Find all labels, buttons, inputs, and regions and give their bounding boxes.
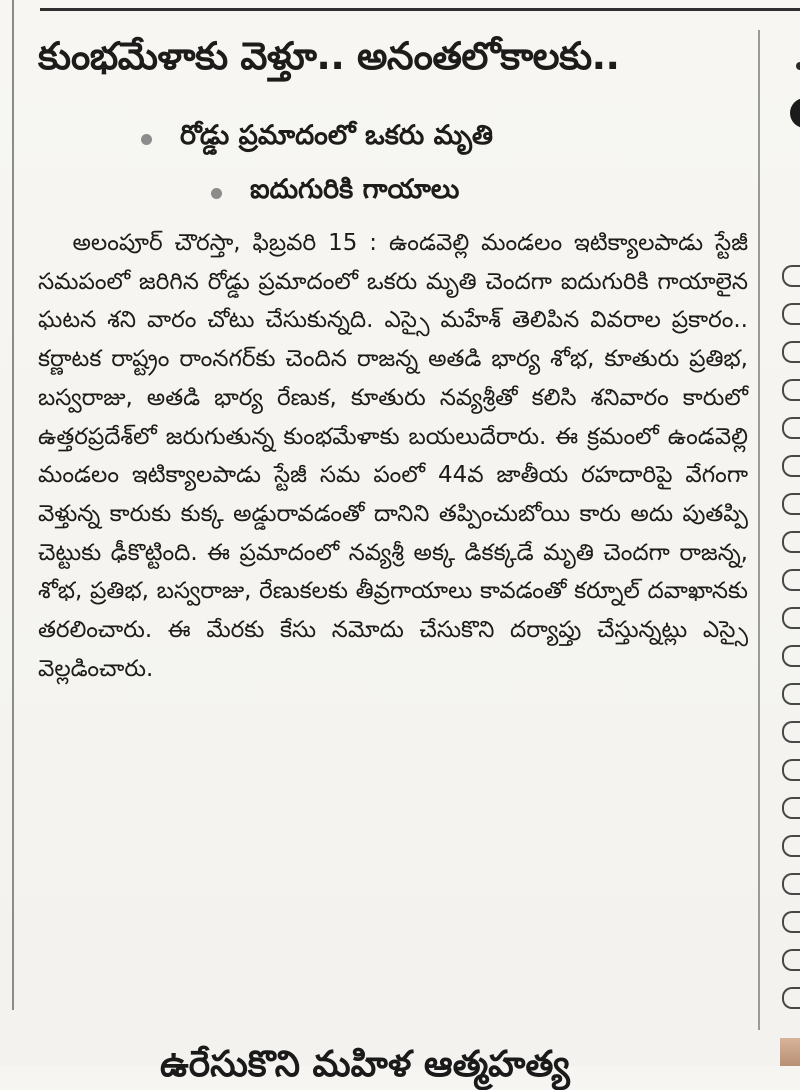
bullet-icon [141,134,152,145]
text-fragment [782,341,800,363]
text-fragment [782,417,800,439]
text-fragment [782,759,800,781]
article-subheads [38,112,748,220]
glyph-fragment [796,62,800,70]
text-fragment [782,303,800,325]
text-fragment [782,911,800,933]
subhead-item [38,112,748,166]
adjacent-column-fragment [776,60,800,1066]
text-fragment [782,683,800,705]
article-headline: కుంభమేళాకు వెళ్తూ.. అనంతలోకాలకు.. [38,34,620,78]
text-fragment [782,455,800,477]
article-dateline: అలంపూర్ చౌరస్తా, ఫిబ్రవరి 15 : [72,230,378,256]
next-article-headline: ఉరేసుకొని మహిళ ఆత్మహత్య [160,1044,570,1085]
text-fragment [782,987,800,1009]
text-fragment [782,569,800,591]
glyph-fragment [790,98,800,128]
text-fragment [782,797,800,819]
subhead-text: ఐదుగురికి గాయాలు [250,174,460,205]
photo-fragment [780,1038,800,1066]
news-article [38,24,748,688]
text-fragment [782,835,800,857]
article-body-text: ఉండవెల్లి మండలం ఇటిక్యాలపాడు స్టేజీ సమపంలో జరిగిన రోడ్డు ప్రమాదంలో ఒకరు మృతి చెందగా ఐదుగురికి గాయాలైన ఘటన శని వారం చోటు చేసుకున్నది. ఎస్సై మహేశ్ తెలిపిన వివరాల ప్రకారం.. కర్ణాటక రాష్ట్రం రాంనగర్‌కు చెందిన రాజన్న అతడి భార్య శోభ, కూతురు ప్రతిభ, బస్వరాజు, అతడి భార్య రేణుక, కూతురు నవ్యశ్రీతో కలిసి శనివారం కారులో ఉత్తరప్రదేశ్‌లో జరుగుతున్న కుంభమేళాకు బయలుదేరారు. ఈ క్రమంలో ఉండవెల్లి మండలం ఇటిక్యాలపాడు స్టేజీ సమ పంలో 44వ జాతీయ రహదారిపై వేగంగా వెళ్తున్న కారుకు కుక్క అడ్డురావడంతో దానిని తప్పించుబోయి కారు అదు పుతప్పి చెట్టుకు ఢీకొట్టింది. ఈ ప్రమాదంలో నవ్యశ్రీ అక్క డికక్కడే మృతి చెందగా రాజన్న, శోభ, ప్రతిభ, బస్వరాజు, రేణుకలకు తీవ్రగాయాలు కావడంతో కర్నూల్ దవాఖానకు తరలించారు. ఈ మేరకు కేసు నమోదు చేసుకొని దర్యాప్తు చేస్తున్నట్లు ఎస్సై వెల్లడించారు. [38,230,749,682]
text-fragment [782,531,800,553]
article-paragraph [38,224,748,688]
text-fragment [782,873,800,895]
text-fragment [782,493,800,515]
article-body [38,224,748,688]
text-fragment [782,949,800,971]
top-rule [40,8,800,11]
subhead-text: రోడ్డు ప్రమాదంలో ఒకరు మృతి [180,120,494,151]
column-divider-right [758,30,760,1030]
text-fragment [782,721,800,743]
column-divider-left [12,0,14,1010]
text-fragment [782,379,800,401]
bullet-icon [211,188,222,199]
subhead-item [38,166,748,220]
text-fragment [782,645,800,667]
text-fragment [782,265,800,287]
text-fragment [782,607,800,629]
